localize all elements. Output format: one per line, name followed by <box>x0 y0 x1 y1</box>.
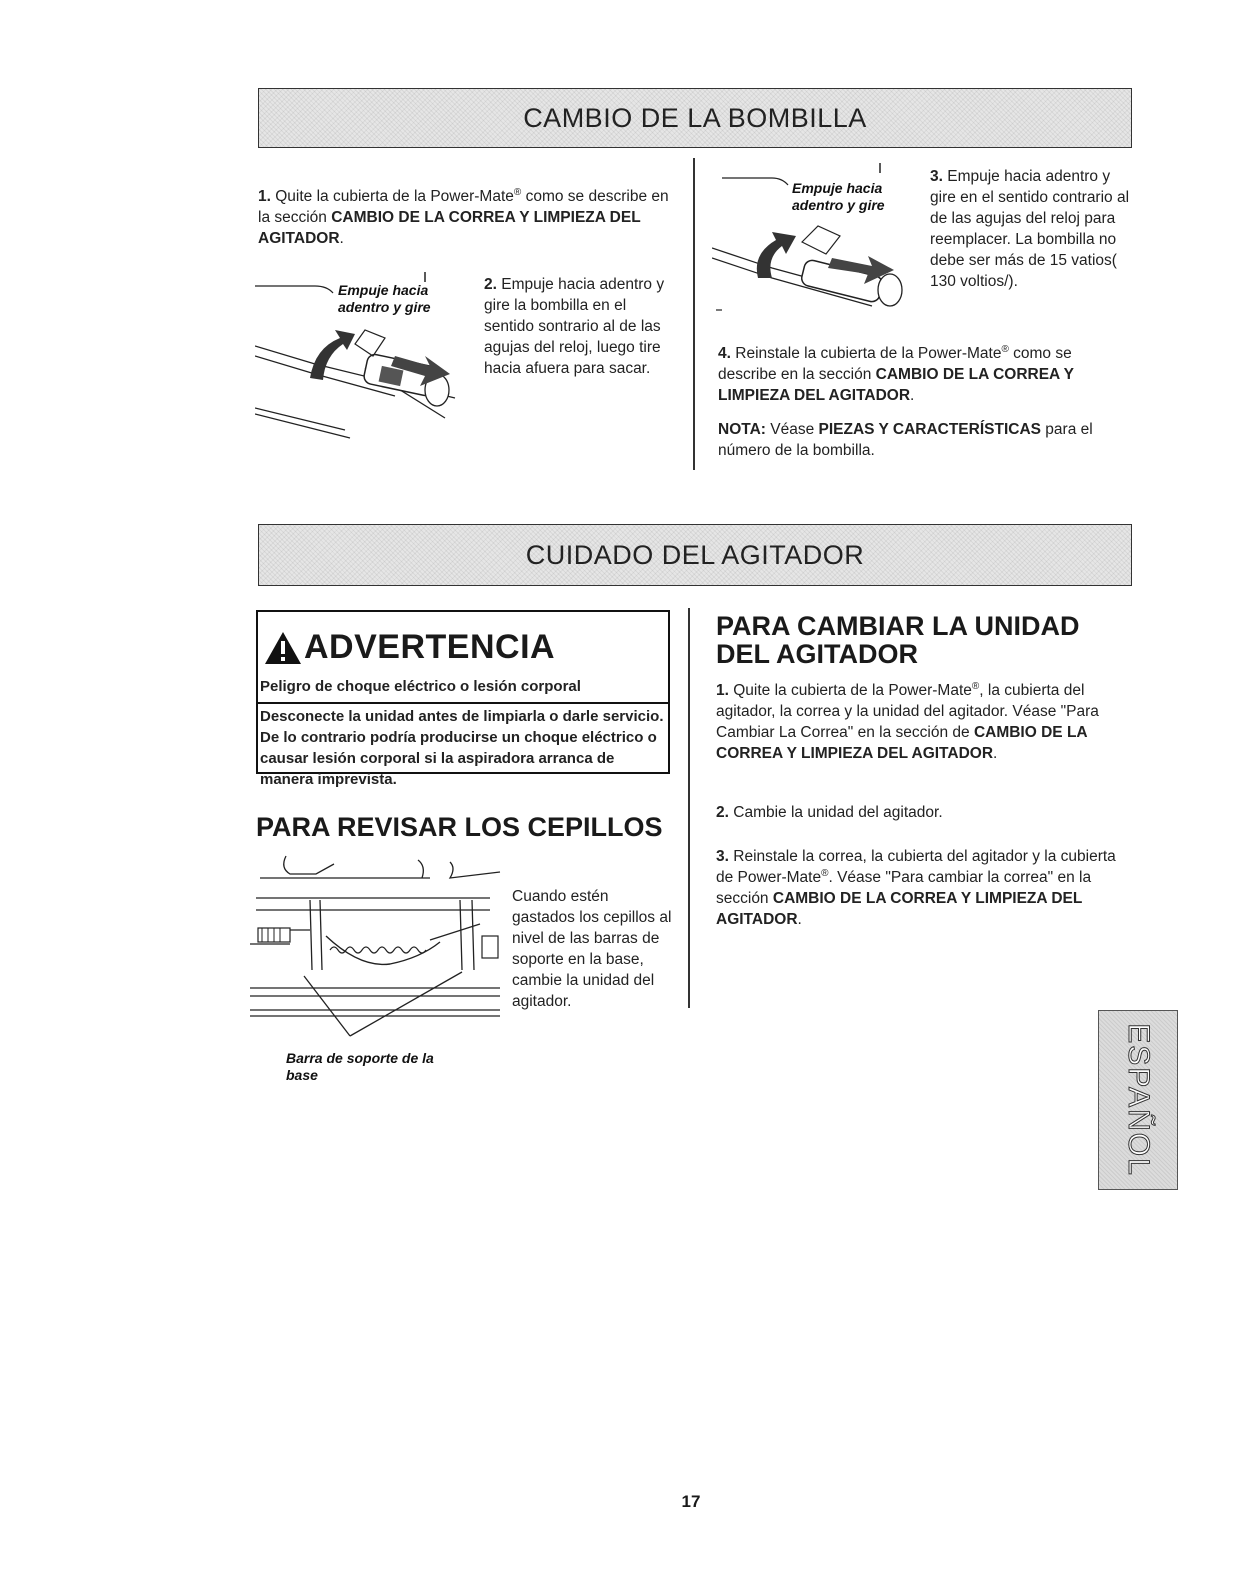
warning-box <box>256 610 670 788</box>
column-divider <box>688 608 690 1008</box>
section-title: CAMBIO DE LA BOMBILLA <box>523 102 867 133</box>
bulb-install-figure <box>712 158 924 318</box>
brush-illustration <box>250 850 506 1040</box>
section-banner-bulb <box>258 88 1132 148</box>
figure-caption: Empuje hacia adentro y gire <box>792 180 885 213</box>
bulb-step-4: 4. Reinstale la cubierta de la Power-Mate® como se describe en la sección CAMBIO DE LA CORREA Y LIMPIEZA DEL AGITADOR. <box>718 343 1074 404</box>
column-divider <box>693 158 695 470</box>
bulb-removal-figure <box>255 268 465 443</box>
page-number: 17 <box>681 1492 701 1511</box>
language-tab-label: ESPAÑOL <box>1122 1023 1155 1177</box>
brush-figure <box>250 850 506 1040</box>
bulb-step-3: 3. Empuje hacia adentro y gire en el sentido contrario al de las agujas del reloj para reemplacer. La bombilla no debe ser más de 15 vatios( 130 voltios/). <box>930 168 1130 290</box>
bulb-step-2: 2. Empuje hacia adentro y gire la bombilla en el sentido sontrario al de las agujas del reloj, luego tire hacia afuera para sacar. <box>484 276 665 377</box>
bulb-step-1: 1. Quite la cubierta de la Power-Mate® como se describe en la sección CAMBIO DE LA CORREA Y LIMPIEZA DEL AGITADOR. <box>258 186 669 247</box>
agitator-step-1: 1. Quite la cubierta de la Power-Mate®, la cubierta del agitador, la correa y la unidad del agitador. Véase "Para Cambiar La Correa" en la sección de CAMBIO DE LA CORREA Y LIMPIEZA DEL AGITADOR. <box>716 680 1099 762</box>
brushes-heading: PARA REVISAR LOS CEPILLOS <box>256 812 663 842</box>
section-title: CUIDADO DEL AGITADOR <box>525 539 865 570</box>
agitator-step-2: 2. Cambie la unidad del agitador. <box>716 804 943 821</box>
bulb-note: NOTA: Véase PIEZAS Y CARACTERÍSTICAS para el número de la bombilla. <box>718 421 1093 459</box>
warning-title-row <box>264 628 555 667</box>
language-tab <box>1098 1010 1178 1190</box>
warning-hazard-line: Peligro de choque eléctrico o lesión corporal <box>260 678 581 695</box>
warning-triangle-icon <box>264 631 302 665</box>
warning-title: ADVERTENCIA <box>304 628 556 666</box>
brushes-text: Cuando estén gastados los cepillos al nivel de las barras de soporte en la base, cambie la unidad del agitador. <box>512 888 672 1010</box>
warning-body: Desconecte la unidad antes de limpiarla o darle servicio. De lo contrario podría producirse un choque eléctrico o causar lesión corporal si la aspiradora arranca de manera imprevista. <box>260 708 664 788</box>
support-bar-caption: Barra de soporte de la base <box>286 1050 434 1083</box>
section-banner-agitator <box>258 524 1132 586</box>
warning-separator <box>258 702 668 704</box>
figure-caption: Empuje hacia adentro y gire <box>338 282 431 315</box>
agitator-step-3: 3. Reinstale la correa, la cubierta del agitador y la cubierta de Power-Mate®. Véase "Para cambiar la correa" en la sección CAMBIO DE LA CORREA Y LIMPIEZA DEL AGITADOR. <box>716 848 1116 928</box>
agitator-heading: PARA CAMBIAR LA UNIDAD DEL AGITADOR <box>716 611 1080 669</box>
